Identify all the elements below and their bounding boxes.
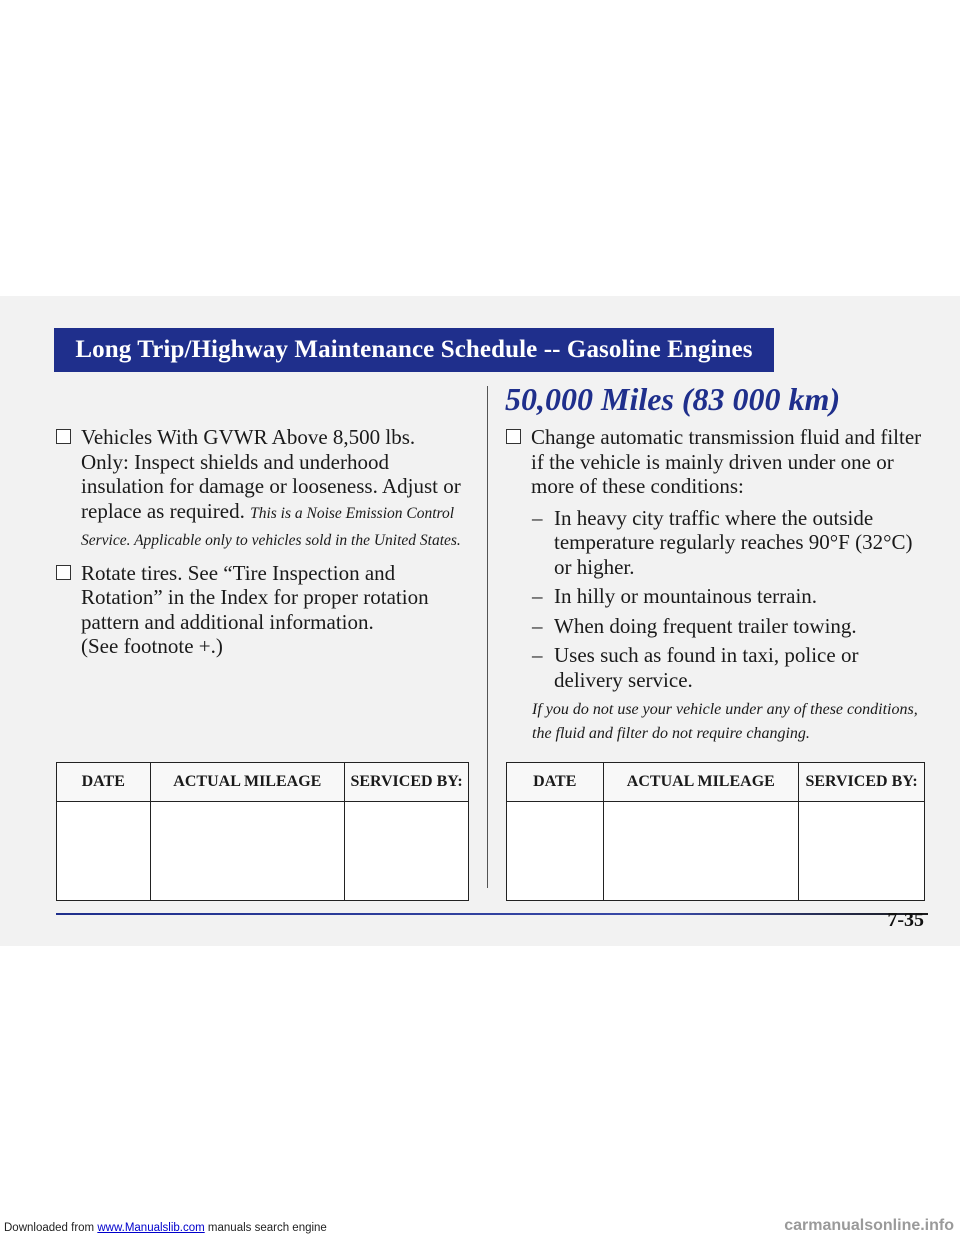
serviced-by-cell[interactable] — [345, 802, 469, 901]
watermark-text: carmanualsonline.info — [784, 1217, 954, 1234]
condition-item: – In heavy city traffic where the outside temperature regularly reaches 90°F (32°C) or higher. — [532, 505, 913, 579]
dash-icon: – — [532, 505, 543, 530]
item-text: Change automatic transmission fluid and filter if the vehicle is mainly driven under one or more of these conditions: — [531, 425, 922, 498]
column-header-mileage: ACTUAL MILEAGE — [603, 763, 799, 802]
date-cell[interactable] — [507, 802, 604, 901]
checkbox-icon[interactable] — [56, 565, 71, 580]
condition-item: – When doing frequent trailer towing. — [532, 613, 857, 638]
conditions-list — [506, 506, 931, 693]
column-header-date: DATE — [507, 763, 604, 802]
column-header-mileage: ACTUAL MILEAGE — [150, 763, 345, 802]
condition-item: – In hilly or mountainous terrain. — [532, 584, 818, 608]
mileage-cell[interactable] — [603, 802, 799, 901]
dash-icon: – — [532, 613, 543, 638]
section-banner: Long Trip/Highway Maintenance Schedule -- Gasoline Engines — [54, 328, 774, 372]
mileage-cell[interactable] — [150, 802, 345, 901]
table-row — [507, 802, 925, 901]
column-header-date: DATE — [57, 763, 151, 802]
footer-rule — [56, 913, 928, 915]
item-footnote: (See footnote +.) — [81, 634, 223, 658]
service-record-table-right — [506, 762, 925, 901]
table-row — [57, 802, 469, 901]
column-header-serviced-by: SERVICED BY: — [799, 763, 925, 802]
dash-icon: – — [532, 584, 543, 608]
right-column — [506, 425, 931, 745]
download-footer: Downloaded from www.Manualslib.com manuals search engine — [4, 1222, 327, 1234]
left-column — [56, 425, 466, 666]
item-note: This is a Noise Emission Control Service. Applicable only to vehicles sold in the United States. — [81, 504, 461, 549]
item-text: Vehicles With GVWR Above 8,500 lbs. Only: Inspect shields and underhood insulation for damage or looseness. Adjust or replace as required. — [81, 425, 461, 523]
column-divider — [487, 386, 488, 888]
date-cell[interactable] — [57, 802, 151, 901]
service-record-table-left — [56, 762, 469, 901]
list-item-rotate-tires — [56, 561, 466, 659]
mileage-heading: 50,000 Miles (83 000 km) — [505, 381, 841, 417]
dash-icon: – — [532, 643, 543, 667]
item-text: Rotate tires. See “Tire Inspection and Rotation” in the Index for proper rotation pattern and additional information. — [81, 560, 429, 634]
manualslib-link[interactable]: www.Manualslib.com — [97, 1222, 205, 1234]
list-item-transmission-fluid — [506, 425, 931, 499]
condition-item: – Uses such as found in taxi, police or delivery service. — [532, 643, 859, 692]
checkbox-icon[interactable] — [506, 429, 521, 444]
checkbox-icon[interactable] — [56, 429, 71, 444]
serviced-by-cell[interactable] — [799, 802, 925, 901]
page-number: 7-35 — [887, 909, 924, 931]
column-header-serviced-by: SERVICED BY: — [345, 763, 469, 802]
list-item-gvwr-inspection — [56, 425, 466, 554]
conditions-note: If you do not use your vehicle under any of these conditions, the fluid and filter do not require changing. — [532, 701, 918, 742]
